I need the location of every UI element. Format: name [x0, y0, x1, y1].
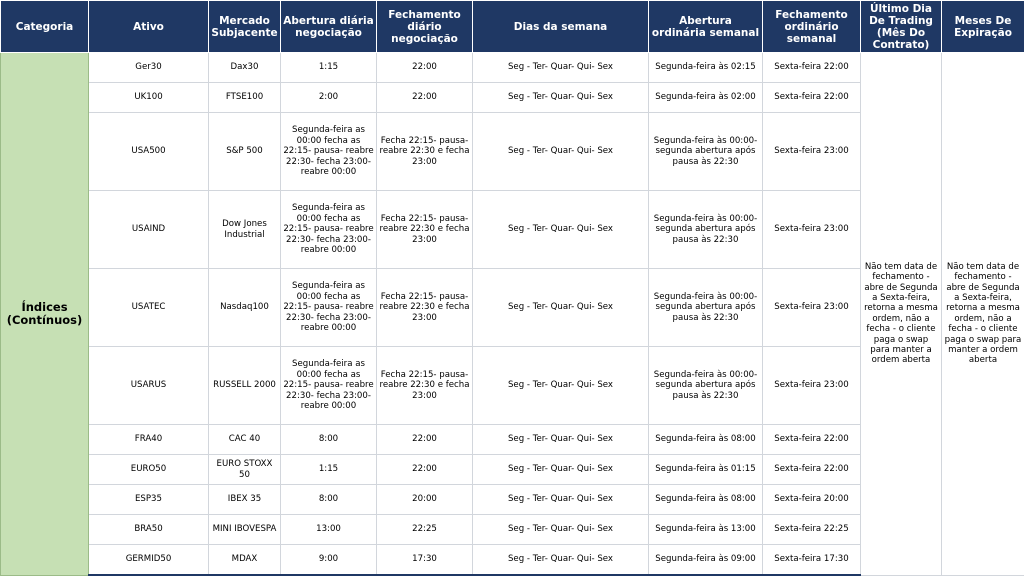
abertura-semanal-cell: Segunda-feira às 13:00 — [649, 515, 763, 545]
abertura-semanal-cell: Segunda-feira às 08:00 — [649, 425, 763, 455]
ativo-cell: EURO50 — [89, 455, 209, 485]
header-meses-expiracao: Meses De Expiração — [942, 1, 1024, 53]
dias-cell: Seg - Ter- Quar- Qui- Sex — [473, 485, 649, 515]
ultimo-dia-cell: Não tem data de fechamento - abre de Segunda a Sexta-feira, retorna a mesma ordem, não a fecha - o cliente paga o swap para manter a ordem aberta — [861, 53, 942, 576]
ativo-cell: GERMID50 — [89, 545, 209, 576]
header-abertura-diaria: Abertura diária negociação — [281, 1, 377, 53]
fechamento-cell: 22:00 — [377, 455, 473, 485]
abertura-cell: 8:00 — [281, 485, 377, 515]
abertura-cell: Segunda-feira as 00:00 fecha as 22:15- pausa- reabre 22:30- fecha 23:00- reabre 00:00 — [281, 269, 377, 347]
abertura-semanal-cell: Segunda-feira às 09:00 — [649, 545, 763, 576]
abertura-semanal-cell: Segunda-feira às 00:00- segunda abertura após pausa às 22:30 — [649, 113, 763, 191]
abertura-semanal-cell: Segunda-feira às 01:15 — [649, 455, 763, 485]
header-mercado-subjacente: Mercado Subjacente — [209, 1, 281, 53]
abertura-cell: 9:00 — [281, 545, 377, 576]
fechamento-semanal-cell: Sexta-feira 22:00 — [763, 425, 861, 455]
fechamento-cell: 22:00 — [377, 53, 473, 83]
abertura-semanal-cell: Segunda-feira às 00:00- segunda abertura após pausa às 22:30 — [649, 191, 763, 269]
fechamento-cell: 22:25 — [377, 515, 473, 545]
fechamento-cell: Fecha 22:15- pausa- reabre 22:30 e fecha 23:00 — [377, 191, 473, 269]
meses-expiracao-cell: Não tem data de fechamento - abre de Segunda a Sexta-feira, retorna a mesma ordem, não a fecha - o cliente paga o swap para manter a ordem aberta — [942, 53, 1024, 576]
table-row — [1, 53, 1024, 83]
ativo-cell: ESP35 — [89, 485, 209, 515]
fechamento-semanal-cell: Sexta-feira 23:00 — [763, 269, 861, 347]
mercado-cell: EURO STOXX 50 — [209, 455, 281, 485]
abertura-cell: Segunda-feira as 00:00 fecha as 22:15- pausa- reabre 22:30- fecha 23:00- reabre 00:00 — [281, 347, 377, 425]
abertura-semanal-cell: Segunda-feira às 00:00- segunda abertura após pausa às 22:30 — [649, 269, 763, 347]
ativo-cell: USARUS — [89, 347, 209, 425]
header-ativo: Ativo — [89, 1, 209, 53]
fechamento-semanal-cell: Sexta-feira 23:00 — [763, 191, 861, 269]
abertura-cell: 1:15 — [281, 53, 377, 83]
fechamento-cell: 22:00 — [377, 83, 473, 113]
mercado-cell: Dow Jones Industrial — [209, 191, 281, 269]
mercado-cell: FTSE100 — [209, 83, 281, 113]
mercado-cell: MINI IBOVESPA — [209, 515, 281, 545]
ativo-cell: USAIND — [89, 191, 209, 269]
abertura-cell: 2:00 — [281, 83, 377, 113]
fechamento-semanal-cell: Sexta-feira 17:30 — [763, 545, 861, 576]
dias-cell: Seg - Ter- Quar- Qui- Sex — [473, 545, 649, 576]
header-abertura-semanal: Abertura ordinária semanal — [649, 1, 763, 53]
dias-cell: Seg - Ter- Quar- Qui- Sex — [473, 425, 649, 455]
fechamento-semanal-cell: Sexta-feira 20:00 — [763, 485, 861, 515]
dias-cell: Seg - Ter- Quar- Qui- Sex — [473, 191, 649, 269]
ativo-cell: BRA50 — [89, 515, 209, 545]
ativo-cell: UK100 — [89, 83, 209, 113]
fechamento-semanal-cell: Sexta-feira 22:00 — [763, 455, 861, 485]
ativo-cell: USA500 — [89, 113, 209, 191]
ativo-cell: Ger30 — [89, 53, 209, 83]
mercado-cell: S&P 500 — [209, 113, 281, 191]
category-cell: Índices (Contínuos) — [1, 53, 89, 576]
dias-cell: Seg - Ter- Quar- Qui- Sex — [473, 269, 649, 347]
abertura-cell: Segunda-feira as 00:00 fecha as 22:15- pausa- reabre 22:30- fecha 23:00- reabre 00:00 — [281, 113, 377, 191]
abertura-semanal-cell: Segunda-feira às 02:15 — [649, 53, 763, 83]
fechamento-cell: Fecha 22:15- pausa- reabre 22:30 e fecha 23:00 — [377, 347, 473, 425]
mercado-cell: MDAX — [209, 545, 281, 576]
fechamento-cell: 22:00 — [377, 425, 473, 455]
header-categoria: Categoria — [1, 1, 89, 53]
dias-cell: Seg - Ter- Quar- Qui- Sex — [473, 515, 649, 545]
dias-cell: Seg - Ter- Quar- Qui- Sex — [473, 455, 649, 485]
fechamento-semanal-cell: Sexta-feira 22:00 — [763, 83, 861, 113]
header-ultimo-dia: Último Dia De Trading (Mês Do Contrato) — [861, 1, 942, 53]
dias-cell: Seg - Ter- Quar- Qui- Sex — [473, 53, 649, 83]
header-fechamento-semanal: Fechamento ordinário semanal — [763, 1, 861, 53]
dias-cell: Seg - Ter- Quar- Qui- Sex — [473, 113, 649, 191]
mercado-cell: CAC 40 — [209, 425, 281, 455]
ativo-cell: USATEC — [89, 269, 209, 347]
fechamento-semanal-cell: Sexta-feira 23:00 — [763, 113, 861, 191]
abertura-cell: 13:00 — [281, 515, 377, 545]
dias-cell: Seg - Ter- Quar- Qui- Sex — [473, 347, 649, 425]
header-fechamento-diario: Fechamento diário negociação — [377, 1, 473, 53]
mercado-cell: RUSSELL 2000 — [209, 347, 281, 425]
mercado-cell: IBEX 35 — [209, 485, 281, 515]
ativo-cell: FRA40 — [89, 425, 209, 455]
abertura-semanal-cell: Segunda-feira às 02:00 — [649, 83, 763, 113]
abertura-semanal-cell: Segunda-feira às 00:00- segunda abertura após pausa às 22:30 — [649, 347, 763, 425]
fechamento-semanal-cell: Sexta-feira 23:00 — [763, 347, 861, 425]
fechamento-cell: 20:00 — [377, 485, 473, 515]
dias-cell: Seg - Ter- Quar- Qui- Sex — [473, 83, 649, 113]
mercado-cell: Nasdaq100 — [209, 269, 281, 347]
header-dias-semana: Dias da semana — [473, 1, 649, 53]
abertura-semanal-cell: Segunda-feira às 08:00 — [649, 485, 763, 515]
fechamento-cell: Fecha 22:15- pausa- reabre 22:30 e fecha 23:00 — [377, 269, 473, 347]
fechamento-cell: Fecha 22:15- pausa- reabre 22:30 e fecha 23:00 — [377, 113, 473, 191]
fechamento-semanal-cell: Sexta-feira 22:00 — [763, 53, 861, 83]
fechamento-semanal-cell: Sexta-feira 22:25 — [763, 515, 861, 545]
mercado-cell: Dax30 — [209, 53, 281, 83]
abertura-cell: 1:15 — [281, 455, 377, 485]
fechamento-cell: 17:30 — [377, 545, 473, 576]
abertura-cell: 8:00 — [281, 425, 377, 455]
header-row — [1, 1, 1024, 53]
abertura-cell: Segunda-feira as 00:00 fecha as 22:15- pausa- reabre 22:30- fecha 23:00- reabre 00:00 — [281, 191, 377, 269]
